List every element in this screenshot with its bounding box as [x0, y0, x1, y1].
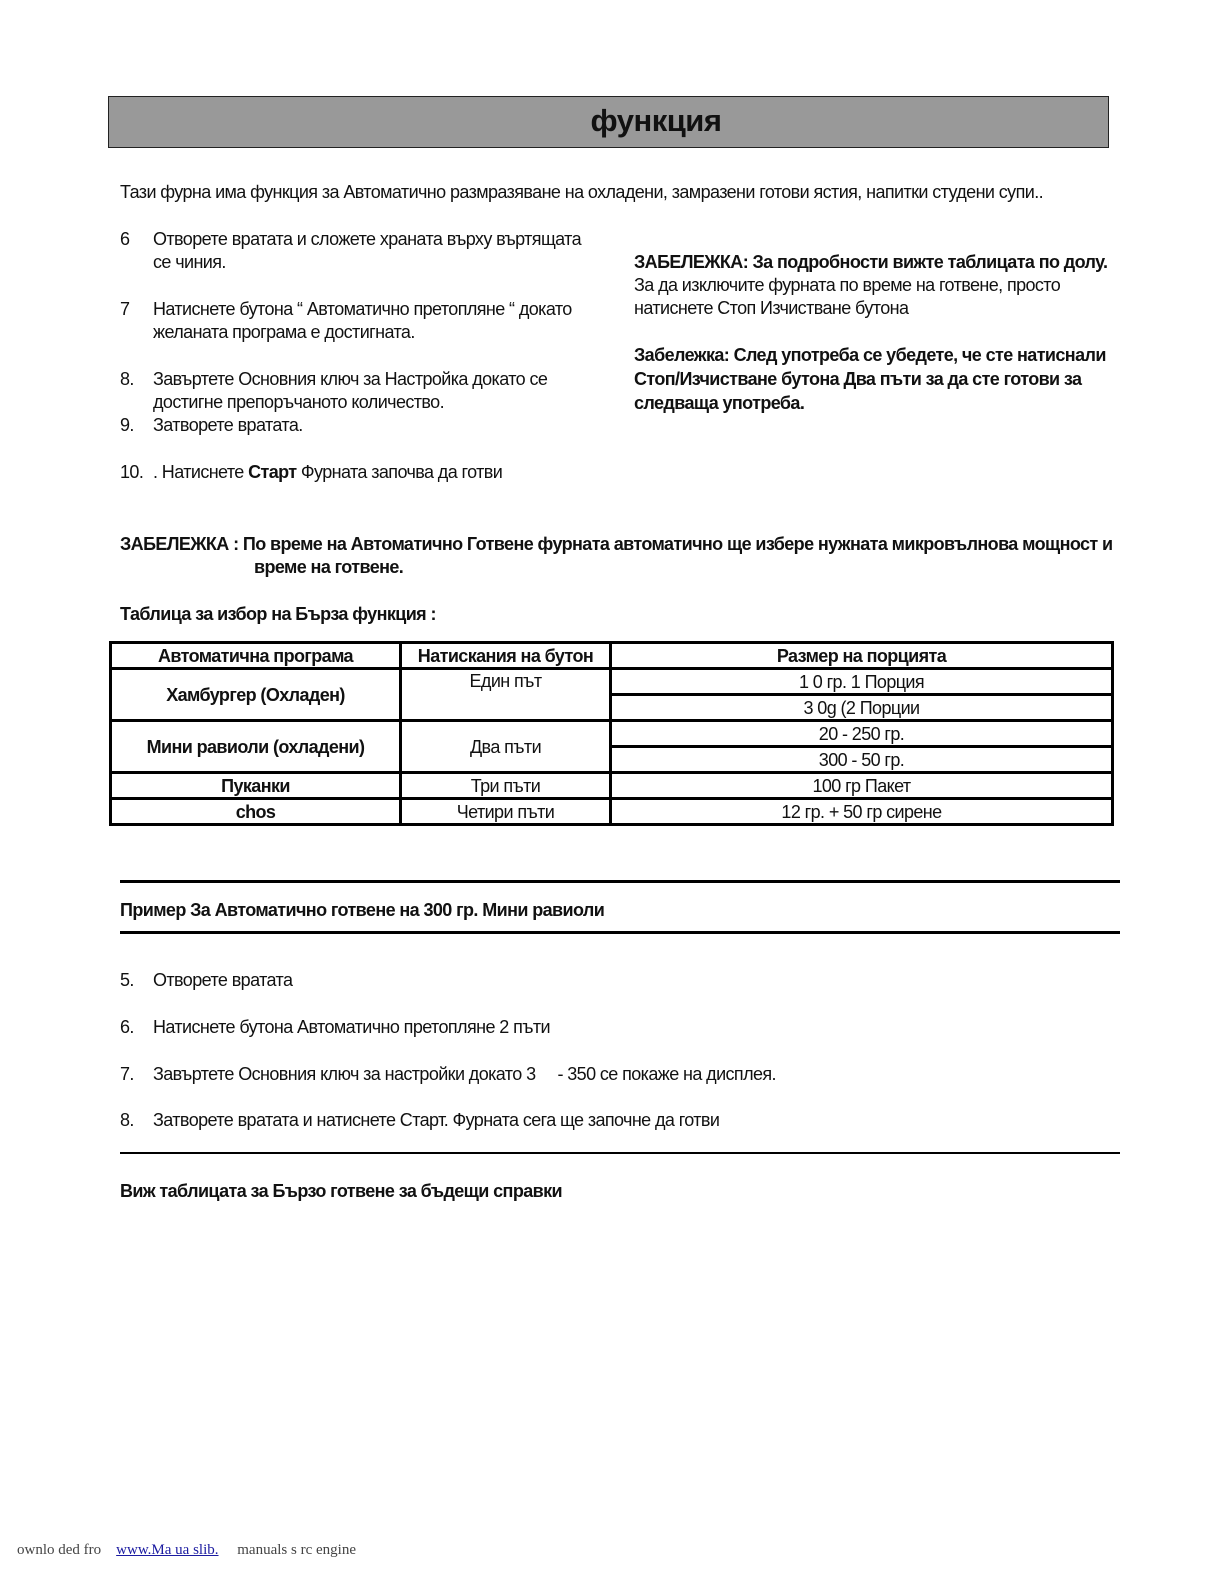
column-header: Размер на порцията: [611, 643, 1113, 669]
size-cell: 3 0g (2 Порции: [611, 695, 1113, 721]
intro-text: Тази фурна има функция за Автоматично размразяване на охладени, замразени готови ястия, напитки студени супи..: [120, 182, 1043, 202]
auto-cook-note: [120, 533, 1113, 556]
presses-cell: Два пъти: [401, 721, 611, 773]
footer-link[interactable]: www.Ma ua slib.: [116, 1542, 219, 1558]
divider: [120, 880, 1120, 883]
title-bar: [108, 96, 1109, 148]
step-text-pre: . Натиснете: [153, 462, 249, 482]
table-header-row: [111, 643, 1113, 669]
table-row: [111, 669, 1113, 695]
step-number: 8.: [120, 1110, 134, 1130]
table-row: [111, 773, 1113, 799]
program-cell: Хамбургер (Охладен): [111, 669, 401, 721]
step-text: Натиснете бутона “ Автоматично претопляне “ докато: [153, 299, 572, 319]
step-number: 6: [120, 229, 130, 249]
note-after-use: Забележка: След употреба се убедете, че сте натиснали: [634, 345, 1106, 365]
step-text: Затворете вратата и натиснете Старт. Фурната сега ще започне да готви: [153, 1110, 720, 1130]
step-text: Натиснете бутона Автоматично претопляне 2 пъти: [153, 1017, 550, 1037]
size-cell: 1 0 гр. 1 Порция: [611, 669, 1113, 695]
step-text: Отворете вратата: [153, 970, 293, 990]
size-cell: 300 - 50 гр.: [611, 747, 1113, 773]
program-cell: Пуканки: [111, 773, 401, 799]
column-header: Автоматична програма: [111, 643, 401, 669]
footer-suffix: manuals s rc engine: [237, 1542, 356, 1558]
presses-cell: Три пъти: [401, 773, 611, 799]
footer: [17, 1542, 356, 1559]
footer-prefix: ownlo ded fro: [17, 1542, 102, 1558]
note-stop-text: натиснете Стоп Изчистване бутона: [634, 298, 909, 318]
step-number: 6.: [120, 1017, 134, 1037]
step-number: 10.: [120, 462, 144, 482]
step-number: 9.: [120, 415, 134, 435]
start-keyword: Старт: [248, 462, 297, 482]
step-number: 7.: [120, 1064, 134, 1084]
step-text: достигне препоръчаното количество.: [153, 392, 444, 412]
note-label: ЗАБЕЛЕЖКА :: [120, 534, 243, 554]
note-after-use: следваща употреба.: [634, 393, 805, 413]
presses-cell: Четири пъти: [401, 799, 611, 825]
step-text: желаната програма е достигната.: [153, 322, 415, 342]
step-text: Затворете вратата.: [153, 415, 303, 435]
step-number: 5.: [120, 970, 134, 990]
note-line: време на готвене.: [254, 557, 404, 577]
step-text: Отворете вратата и сложете храната върху въртящата: [153, 229, 582, 249]
note-details: ЗАБЕЛЕЖКА: За подробности вижте таблицата по долу.: [634, 252, 1108, 272]
step-text: [153, 461, 502, 484]
table-row: [111, 799, 1113, 825]
table-title: Таблица за избор на Бърза функция :: [120, 604, 436, 624]
step-text: се чиния.: [153, 252, 226, 272]
note-after-use: Стоп/Изчистване бутона Два пъти за да сте готови за: [634, 369, 1082, 389]
program-cell: chos: [111, 799, 401, 825]
size-cell: 100 гр Пакет: [611, 773, 1113, 799]
step-number: 8.: [120, 369, 134, 389]
column-header: Натискания на бутон: [401, 643, 611, 669]
step-text: Завъртете Основния ключ за Настройка докато се: [153, 369, 548, 389]
divider: [120, 931, 1120, 934]
size-cell: 12 гр. + 50 гр сирене: [611, 799, 1113, 825]
divider: [120, 1152, 1120, 1154]
note-stop-text: За да изключите фурната по време на готвене, просто: [634, 275, 1061, 295]
step-number: 7: [120, 299, 130, 319]
page-title: функция: [590, 103, 722, 138]
see-table-note: Виж таблицата за Бързо готвене за бъдещи справки: [120, 1181, 562, 1201]
program-cell: Мини равиоли (охладени): [111, 721, 401, 773]
quick-function-table: [109, 641, 1114, 826]
example-heading: Пример За Автоматично готвене на 300 гр. Мини равиоли: [120, 900, 605, 920]
table-row: [111, 721, 1113, 747]
note-line: По време на Автоматично Готвене фурната автоматично ще избере нужната микровълнова мощност и: [242, 534, 1113, 554]
step-text-post: Фурната започва да готви: [296, 462, 503, 482]
step-text: Завъртете Основния ключ за настройки докато 3 - 350 се покаже на дисплея.: [153, 1064, 776, 1084]
size-cell: 20 - 250 гр.: [611, 721, 1113, 747]
presses-cell: Един път: [401, 669, 611, 721]
